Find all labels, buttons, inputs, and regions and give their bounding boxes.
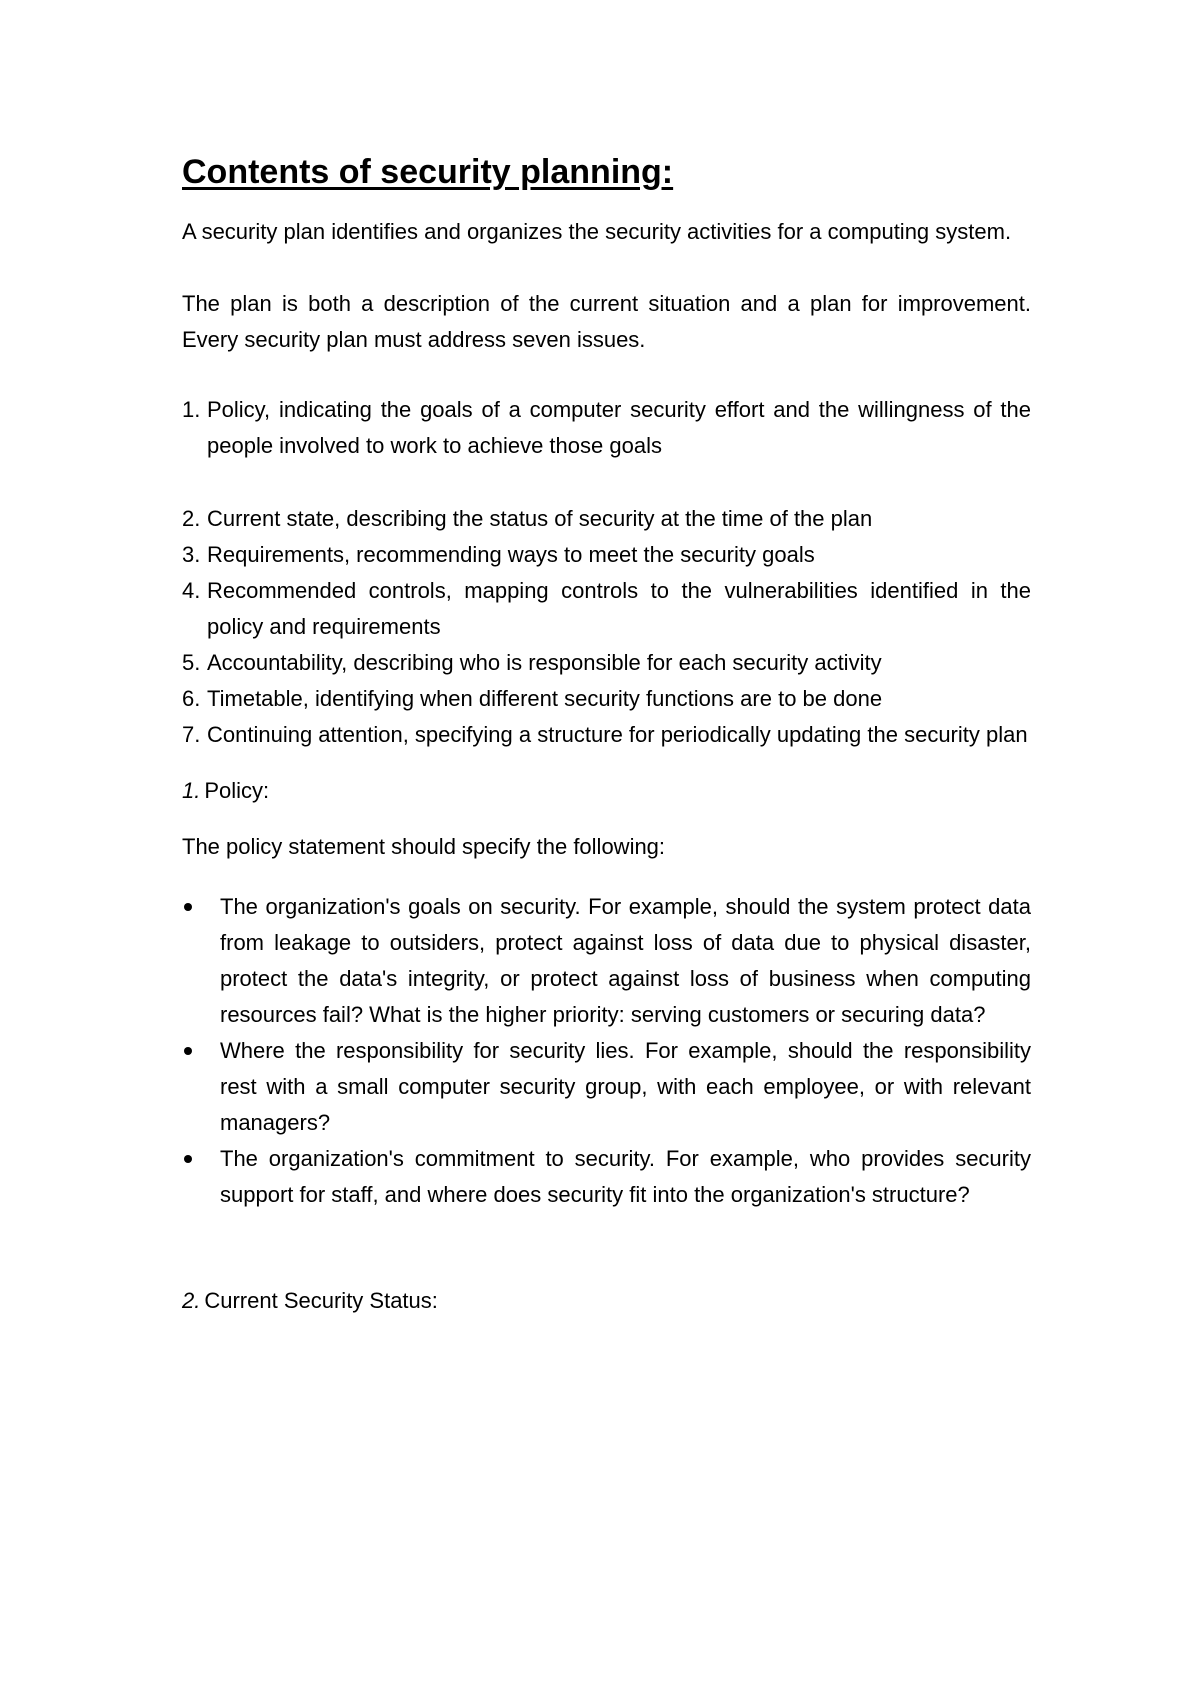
section-title: Current Security Status:: [204, 1288, 438, 1313]
list-item-number: 5.: [182, 650, 201, 675]
bullet-icon: [184, 1047, 192, 1055]
section-heading-policy: [182, 773, 1031, 809]
list-item: [182, 573, 1031, 645]
list-item: [182, 1033, 1031, 1141]
list-item-text: Where the responsibility for security lies. For example, should the responsibility rest with a small computer security group, with each employee, or with relevant managers?: [220, 1038, 1031, 1135]
list-item: [182, 1141, 1031, 1213]
section-number: 2.: [182, 1288, 201, 1313]
section-title: Policy:: [204, 778, 270, 803]
list-item: [182, 889, 1031, 1033]
list-item-number: 4.: [182, 578, 201, 603]
list-item-number: 6.: [182, 686, 201, 711]
list-item-text: Recommended controls, mapping controls to the vulnerabilities identified in the policy and requirements: [207, 578, 1031, 639]
list-item-text: Timetable, identifying when different security functions are to be done: [207, 686, 883, 711]
list-item-text: Accountability, describing who is responsible for each security activity: [207, 650, 882, 675]
list-item-text: Policy, indicating the goals of a computer security effort and the willingness of the people involved to work to achieve those goals: [207, 397, 1031, 458]
document-page: [182, 150, 1031, 1319]
list-item: [182, 717, 1031, 753]
list-item-text: The organization's commitment to security. For example, who provides security support for staff, and where does security fit into the organization's structure?: [220, 1146, 1031, 1207]
list-item-number: 1.: [182, 397, 201, 422]
list-item: [182, 681, 1031, 717]
list-item-text: Current state, describing the status of security at the time of the plan: [207, 506, 873, 531]
policy-intro-paragraph: The policy statement should specify the following:: [182, 834, 666, 859]
list-item-text: Continuing attention, specifying a structure for periodically updating the security plan: [207, 722, 1028, 747]
security-issues-list: [182, 392, 1031, 753]
section-heading-current-status: [182, 1283, 1031, 1319]
document-title: Contents of security planning:: [182, 153, 674, 191]
list-item: [182, 537, 1031, 573]
plan-description-paragraph: The plan is both a description of the current situation and a plan for improvement. Every security plan must address seven issues.: [182, 291, 1031, 352]
list-item: [182, 392, 1031, 464]
list-item-number: 7.: [182, 722, 201, 747]
bullet-icon: [184, 1155, 192, 1163]
policy-points-list: [182, 889, 1031, 1213]
list-item: [182, 645, 1031, 681]
section-number: 1.: [182, 778, 201, 803]
list-item-number: 2.: [182, 506, 201, 531]
list-item: [182, 501, 1031, 537]
list-item-text: Requirements, recommending ways to meet the security goals: [207, 542, 815, 567]
list-item-text: The organization's goals on security. For example, should the system protect data from leakage to outsiders, protect against loss of data due to physical disaster, protect the data's integrity, or protect against loss of business when computing resources fail? What is the higher priority: serving customers or securing data?: [220, 894, 1031, 1027]
list-item-number: 3.: [182, 542, 201, 567]
bullet-icon: [184, 903, 192, 911]
intro-paragraph: A security plan identifies and organizes the security activities for a computing system.: [182, 219, 1012, 244]
